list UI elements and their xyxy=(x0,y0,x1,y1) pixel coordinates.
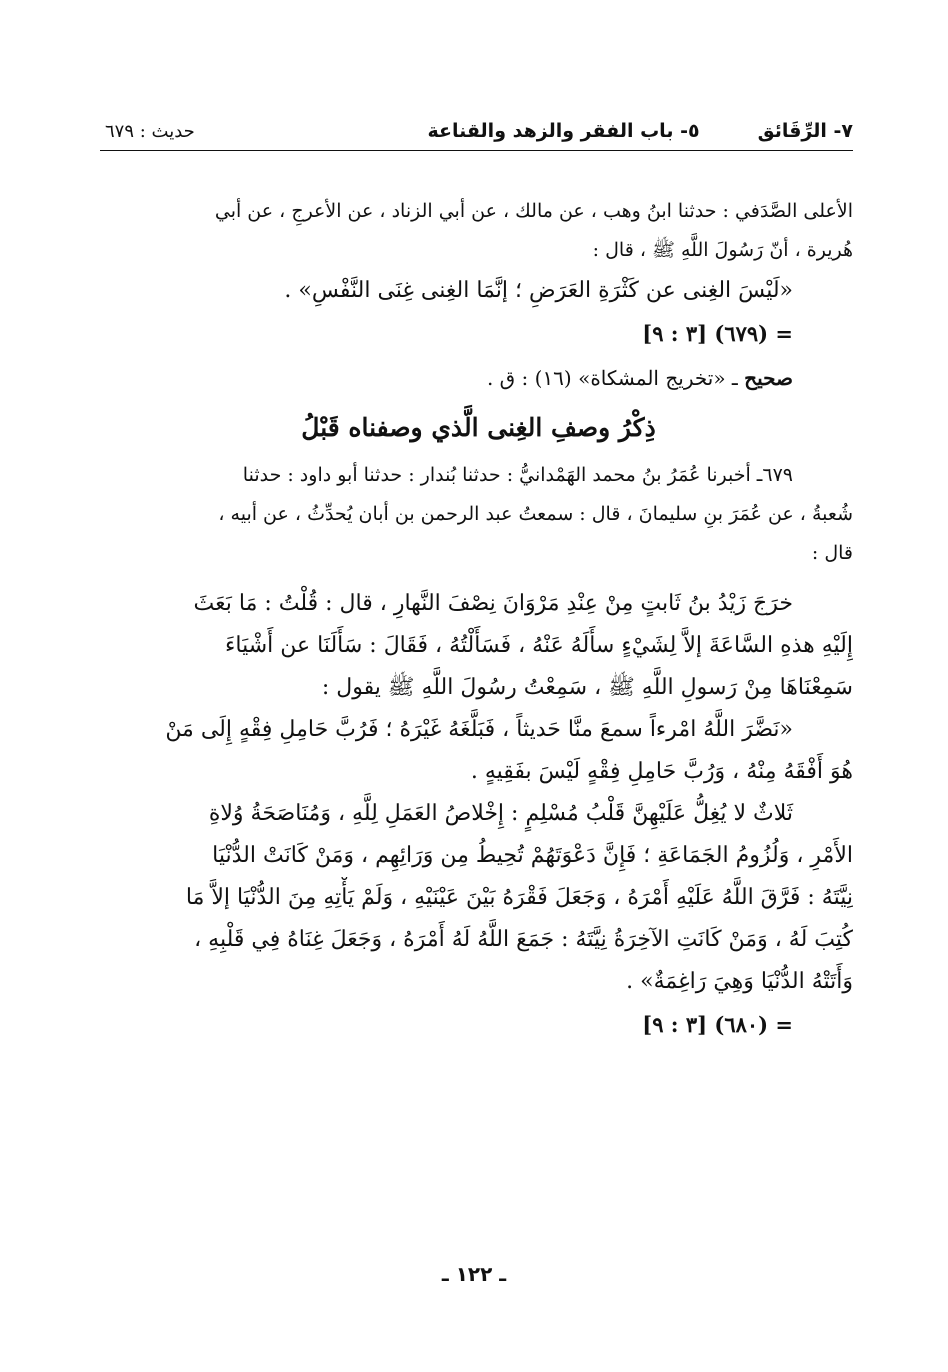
hadith-text-line: نِيَّتَهُ : فَرَّقَ اللَّهُ عَلَيْهِ أَمْرَهُ ، وَجَعَلَ فَقْرَهُ بَيْنَ عَيْنَيْهِ ، وَلَمْ يَأْتِهِ مِنَ الدُّنْيَا إلاَّ مَا xyxy=(185,885,853,910)
isnad-line: قال : xyxy=(811,542,853,564)
grading-note xyxy=(104,356,853,400)
header-divider xyxy=(100,150,853,151)
hadith-reference: حديث : ٦٧٩ xyxy=(105,121,195,142)
running-header xyxy=(105,108,853,142)
hadith-text-line: سَمِعْنَاهَا مِنْ رَسولِ اللَّهِ ﷺ ، سَمِعْتُ رسُولَ اللَّهِ ﷺ يقول : xyxy=(321,675,853,700)
hadith-text-line: ثَلاثٌ لا يُغِلُّ عَلَيْهِنَّ قَلْبُ مُسْلِمٍ : إِخْلاصُ العَمَلِ لِلَّهِ ، وَمُنَاصَحَةُ وُلاةِ xyxy=(208,801,793,826)
isnad-line: ٦٧٩ـ أخبرنا عُمَرُ بنُ محمد الهَمْدانيُّ : حدثنا بُندار : حدثنا أبو داود : حدثنا xyxy=(242,464,793,486)
hadith-text-line: خرَجَ زَيْدُ بنُ ثَابتٍ مِنْ عِنْدِ مَرْوَانَ نِصْفَ النَّهارِ ، قال : قُلْتُ : مَا بَعَثَ xyxy=(193,591,793,616)
hadith-text-line: إِلَيْهِ هذهِ السَّاعَةَ إلاَّ لِشَيْءٍ سأَلَهُ عَنْهُ ، فَسَأَلْتُهُ ، فَقَالَ : سَأَلَنَا عن أَشْيَاءَ xyxy=(225,633,853,658)
isnad-line: هُريرة ، أنّ رَسُولَ اللَّهِ ﷺ ، قال : xyxy=(592,239,853,261)
cross-reference: = (٦٨٠) [٣ : ٩] xyxy=(642,1012,793,1037)
hadith-text-line: «نَضَّرَ اللَّهُ امْرءاً سمعَ منَّا حَديثاً ، فَبَلَّغَهُ غَيْرَهُ ؛ فَرُبَّ حَامِلِ فِقْهٍ إِلَى مَنْ xyxy=(165,717,793,742)
grading-label: صحيح xyxy=(744,366,793,390)
hadith-text-line: كُتِبَ لَهُ ، وَمَنْ كَانَتِ الآخِرَةُ نِيَّتَهُ : جَمَعَ اللَّهُ لَهُ أَمْرَهُ ، وَجَعَلَ غِنَاهُ فِي قَلْبِهِ ، xyxy=(194,927,853,952)
isnad-line: الأعلى الصَّدَفي : حدثنا ابنُ وهب ، عن مالك ، عن أبي الزناد ، عن الأعرجِ ، عن أبي xyxy=(214,200,853,222)
page-body xyxy=(104,192,853,1047)
hadith-text-line: وَأَتَتْهُ الدُّنْيَا وَهِيَ رَاغِمَةٌ» . xyxy=(626,969,853,994)
chapter-heading: ذِكْرُ وصفِ الغِنى الَّذي وصفناه قَبْلُ xyxy=(301,413,656,442)
page-number: ـ ١٢٢ ـ xyxy=(441,1262,507,1286)
grading-source: ـ «تخريج المشكاة» (١٦) : ق . xyxy=(486,366,745,390)
isnad-line: شُعبةُ ، عن عُمَرَ بنِ سليمانَ ، قال : سمعتُ عبد الرحمن بن أبان يُحدِّثُ ، عن أبيه ، xyxy=(218,503,853,525)
chapter-title: ٧- الرِّقَائق xyxy=(757,120,853,142)
paragraph-gap xyxy=(104,573,853,583)
cross-reference: = (٦٧٩) [٣ : ٩] xyxy=(642,321,793,346)
hadith-text-line: هُوَ أَفْقَهُ مِنْهُ ، وَرُبَّ حَامِلِ فِقْهٍ لَيْسَ بفَقِيهٍ . xyxy=(470,759,853,784)
hadith-text-line: «لَيْسَ الغِنى عن كَثْرَةِ العَرَضِ ؛ إنَّمَا الغِنى غِنَى النَّفْسِ» . xyxy=(284,278,793,303)
hadith-text-line: الأَمْرِ ، وَلُزُومُ الجَمَاعَةِ ؛ فَإِنَّ دَعْوَتَهُمْ تُحِيطُ مِن وَرَائِهِم ، وَمَنْ كَانَتْ الدُّنْيَا xyxy=(212,843,853,868)
section-title-header: ٥- باب الفقر والزهد والقناعة xyxy=(427,120,700,142)
